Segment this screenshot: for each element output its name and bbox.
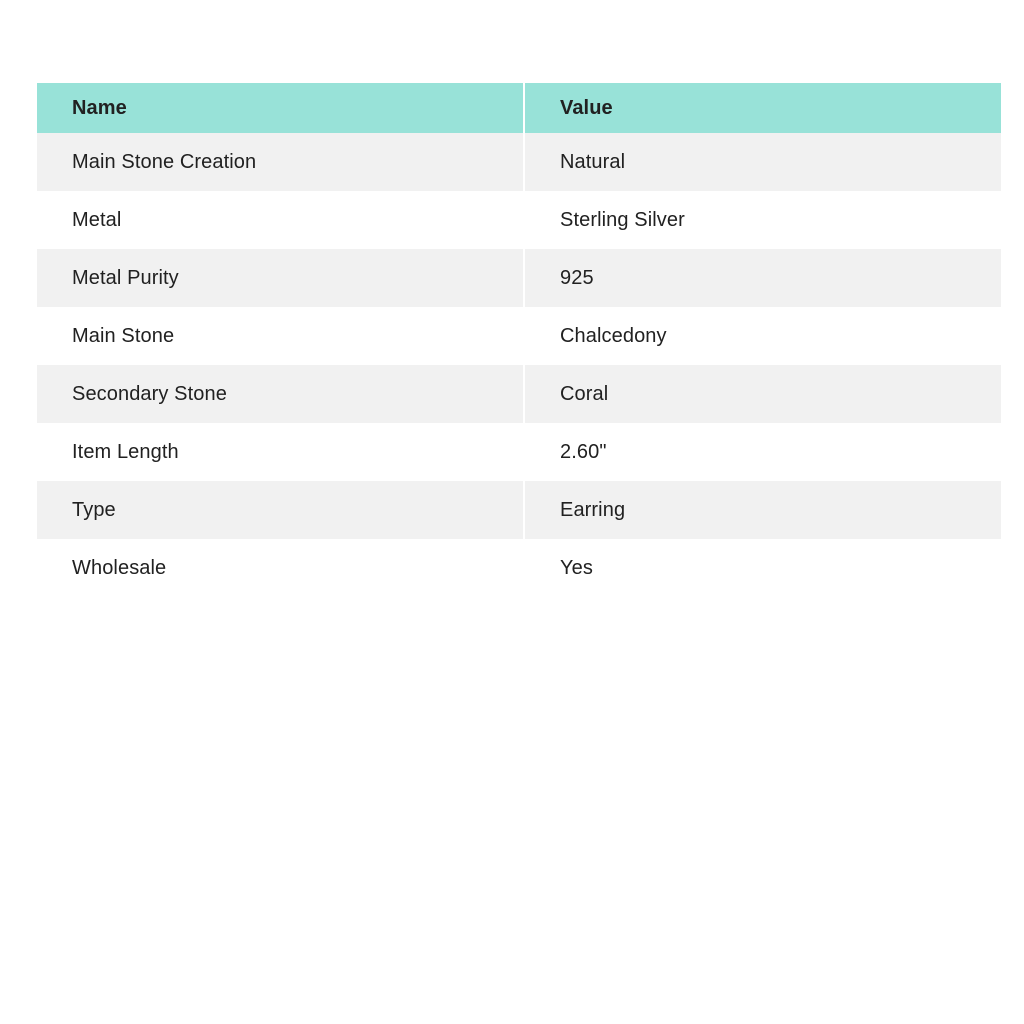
product-specs-table — [37, 83, 1001, 597]
spec-name-cell: Type — [72, 498, 116, 521]
spec-value-cell: Yes — [523, 539, 1001, 597]
table-row — [37, 539, 1001, 597]
table-row — [37, 307, 1001, 365]
spec-value-cell: Earring — [523, 481, 1001, 539]
spec-value-cell: Natural — [523, 133, 1001, 191]
header-cell-value: Value — [523, 83, 1001, 133]
table-row — [37, 481, 1001, 539]
table-row — [37, 191, 1001, 249]
spec-name-cell: Secondary Stone — [72, 382, 227, 405]
table-row — [37, 423, 1001, 481]
table-header-row — [37, 83, 1001, 133]
spec-name-cell: Wholesale — [72, 556, 167, 579]
table-row — [37, 365, 1001, 423]
spec-value-cell: 925 — [523, 249, 1001, 307]
spec-value-cell: Sterling Silver — [523, 191, 1001, 249]
spec-name-cell: Metal — [72, 208, 122, 231]
spec-name-cell: Main Stone — [72, 324, 175, 347]
spec-value-cell: Chalcedony — [523, 307, 1001, 365]
header-cell-name: Name — [37, 83, 523, 133]
spec-value-cell: Coral — [523, 365, 1001, 423]
spec-name-cell: Metal Purity — [72, 266, 179, 289]
spec-name-cell: Item Length — [72, 440, 179, 463]
spec-value-cell: 2.60" — [523, 423, 1001, 481]
table-row — [37, 249, 1001, 307]
table-row — [37, 133, 1001, 191]
spec-name-cell: Main Stone Creation — [72, 150, 257, 173]
